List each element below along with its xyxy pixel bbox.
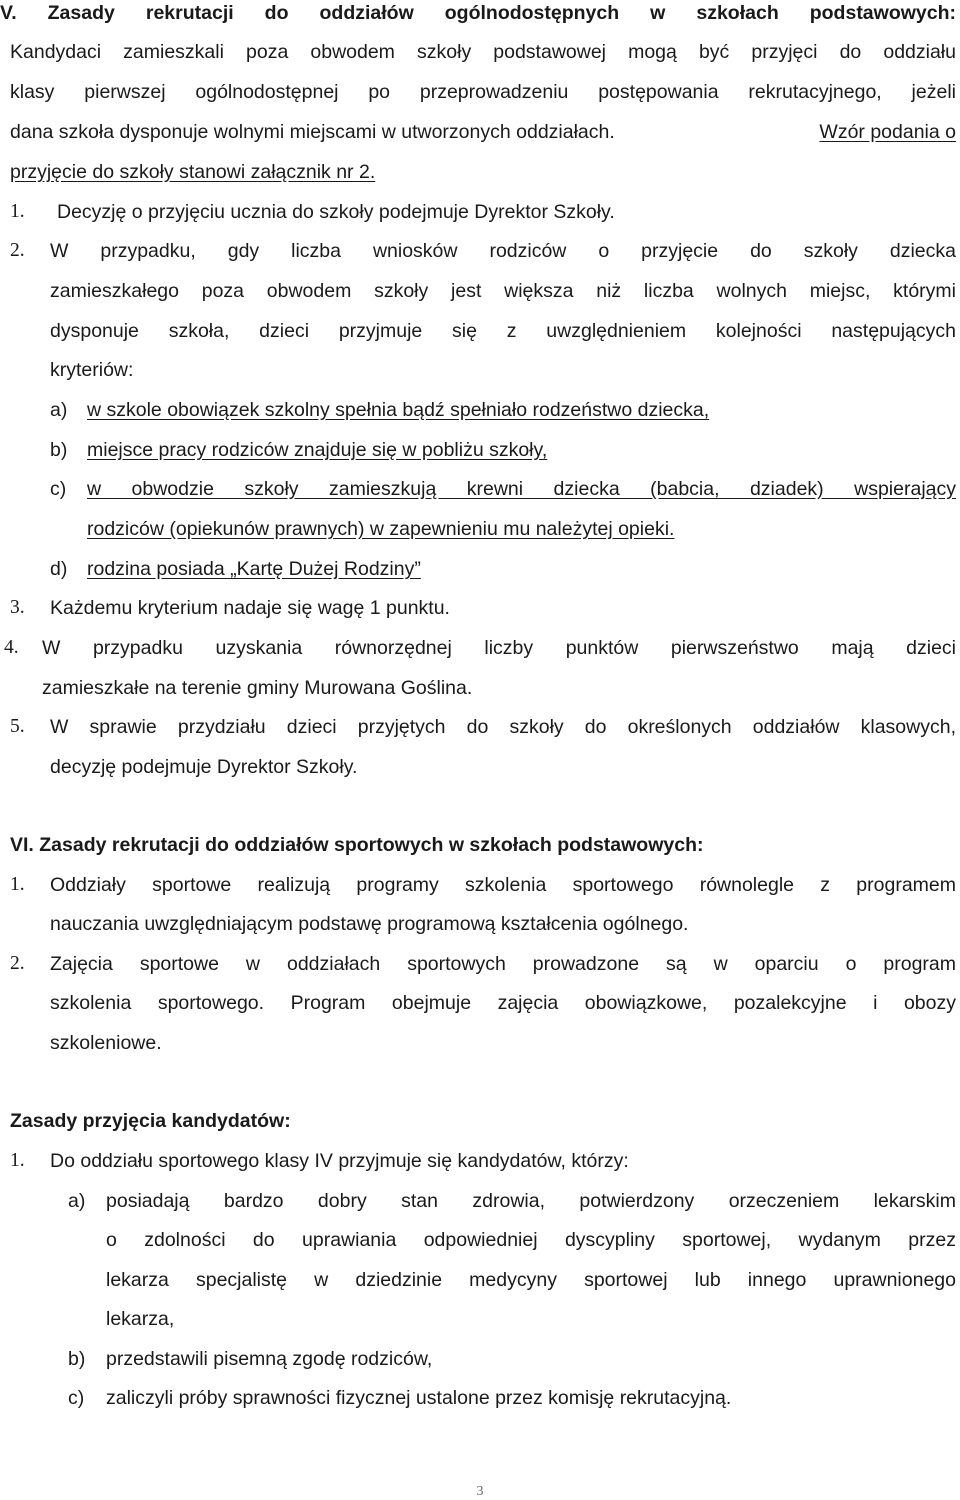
- section-v-intro-line: [10, 119, 956, 145]
- item-text: zamieszkałego poza obwodem szkoły jest większa niż liczba wolnych miejsc, którymi: [50, 280, 956, 302]
- criterion-item: [68, 1385, 956, 1411]
- item-text: Do oddziału sportowego klasy IV przyjmuje się kandydatów, którzy:: [50, 1150, 629, 1172]
- criterion-text: o zdolności do uprawiania odpowiedniej dyscypliny sportowej, wydanym przez: [106, 1229, 956, 1251]
- item-text: zamieszkałe na terenie gminy Murowana Goślina.: [42, 677, 473, 699]
- criterion-item: [68, 1346, 956, 1372]
- item-text: W przypadku, gdy liczba wniosków rodziców o przyjęcie do szkoły dziecka: [50, 240, 956, 262]
- item-text: szkolenia sportowego. Program obejmuje zajęcia obowiązkowe, pozalekcyjne i obozy: [50, 992, 956, 1014]
- criterion-text: w obwodzie szkoły zamieszkują krewni dziecka (babcia, dziadek) wspierający: [87, 478, 956, 500]
- list-item: [10, 714, 956, 740]
- item-number: 2.: [10, 953, 25, 974]
- criterion-text: w szkole obowiązek szkolny spełnia bądź spełniało rodzeństwo dziecka,: [87, 399, 710, 421]
- criterion-text: posiadają bardzo dobry stan zdrowia, potwierdzony orzeczeniem lekarskim: [106, 1190, 956, 1212]
- section-v-heading: V. Zasady rekrutacji do oddziałów ogólnodostępnych w szkołach podstawowych:: [0, 2, 956, 24]
- item-text: Oddziały sportowe realizują programy szkolenia sportowego równolegle z programem: [50, 874, 956, 896]
- criterion-mark: c): [50, 478, 67, 500]
- template-link[interactable]: Wzór podania o: [819, 121, 956, 143]
- item-number: 2.: [10, 240, 25, 261]
- criterion-mark: b): [68, 1348, 86, 1370]
- section-v-intro-text: dana szkoła dysponuje wolnymi miejscami w utworzonych oddziałach.: [10, 121, 615, 143]
- criterion-item: [50, 556, 956, 582]
- item-text: Decyzję o przyjęciu ucznia do szkoły podejmuje Dyrektor Szkoły.: [57, 201, 615, 223]
- criterion-mark: d): [50, 558, 68, 580]
- criterion-item: [50, 437, 956, 463]
- list-item: [10, 872, 956, 898]
- item-text: Każdemu kryterium nadaje się wagę 1 punktu.: [50, 597, 450, 619]
- list-item: [10, 238, 956, 264]
- list-item: [10, 1148, 956, 1174]
- criterion-text: zaliczyli próby sprawności fizycznej ustalone przez komisję rekrutacyjną.: [106, 1387, 732, 1409]
- criterion-mark: a): [50, 399, 68, 421]
- criterion-text: rodziców (opiekunów prawnych) w zapewnieniu mu należytej opieki.: [87, 518, 675, 540]
- item-number: 5.: [10, 716, 25, 737]
- item-number: 3.: [10, 597, 25, 618]
- item-text: nauczania uwzględniającym podstawę programową kształcenia ogólnego.: [50, 913, 689, 935]
- item-number: 1.: [10, 874, 25, 895]
- template-link[interactable]: przyjęcie do szkoły stanowi załącznik nr 2.: [10, 161, 376, 183]
- item-text: decyzję podejmuje Dyrektor Szkoły.: [50, 756, 358, 778]
- item-text: Zajęcia sportowe w oddziałach sportowych prowadzone są w oparciu o program: [50, 953, 956, 975]
- criterion-item: [50, 397, 956, 423]
- item-text: W sprawie przydziału dzieci przyjętych do szkoły do określonych oddziałów klasowych,: [50, 716, 956, 738]
- criterion-mark: c): [68, 1387, 85, 1409]
- page-number: 3: [476, 1484, 484, 1499]
- item-number: 1.: [10, 1150, 25, 1171]
- criterion-text: przedstawili pisemną zgodę rodziców,: [106, 1348, 433, 1370]
- list-item: [10, 199, 956, 225]
- criterion-text: lekarza specjalistę w dziedzinie medycyny sportowej lub innego uprawnionego: [106, 1269, 956, 1291]
- list-item: [10, 951, 956, 977]
- criterion-mark: b): [50, 439, 68, 461]
- item-text: dysponuje szkoła, dzieci przyjmuje się z uwzględnieniem kolejności następujących: [50, 320, 956, 342]
- criterion-item: [68, 1188, 956, 1214]
- item-text: kryteriów:: [50, 359, 134, 381]
- section-vi-heading: VI. Zasady rekrutacji do oddziałów sportowych w szkołach podstawowych:: [10, 834, 704, 856]
- admission-heading: Zasady przyjęcia kandydatów:: [10, 1110, 291, 1132]
- item-text: szkoleniowe.: [50, 1032, 162, 1054]
- item-number: 1.: [10, 201, 25, 222]
- item-number: 4.: [4, 637, 19, 658]
- list-item: [4, 635, 956, 661]
- section-v-intro-line: klasy pierwszej ogólnodostępnej po przeprowadzeniu postępowania rekrutacyjnego, jeżeli: [10, 81, 956, 103]
- criterion-mark: a): [68, 1190, 86, 1212]
- criterion-text: lekarza,: [106, 1308, 175, 1330]
- section-v-intro-line: Kandydaci zamieszkali poza obwodem szkoły podstawowej mogą być przyjęci do oddziału: [10, 41, 956, 63]
- criterion-text: rodzina posiada „Kartę Dużej Rodziny”: [87, 558, 421, 580]
- criterion-item: [50, 476, 956, 502]
- list-item: [10, 595, 956, 621]
- criterion-text: miejsce pracy rodziców znajduje się w pobliżu szkoły,: [87, 439, 548, 461]
- item-text: W przypadku uzyskania równorzędnej liczby punktów pierwszeństwo mają dzieci: [42, 637, 956, 659]
